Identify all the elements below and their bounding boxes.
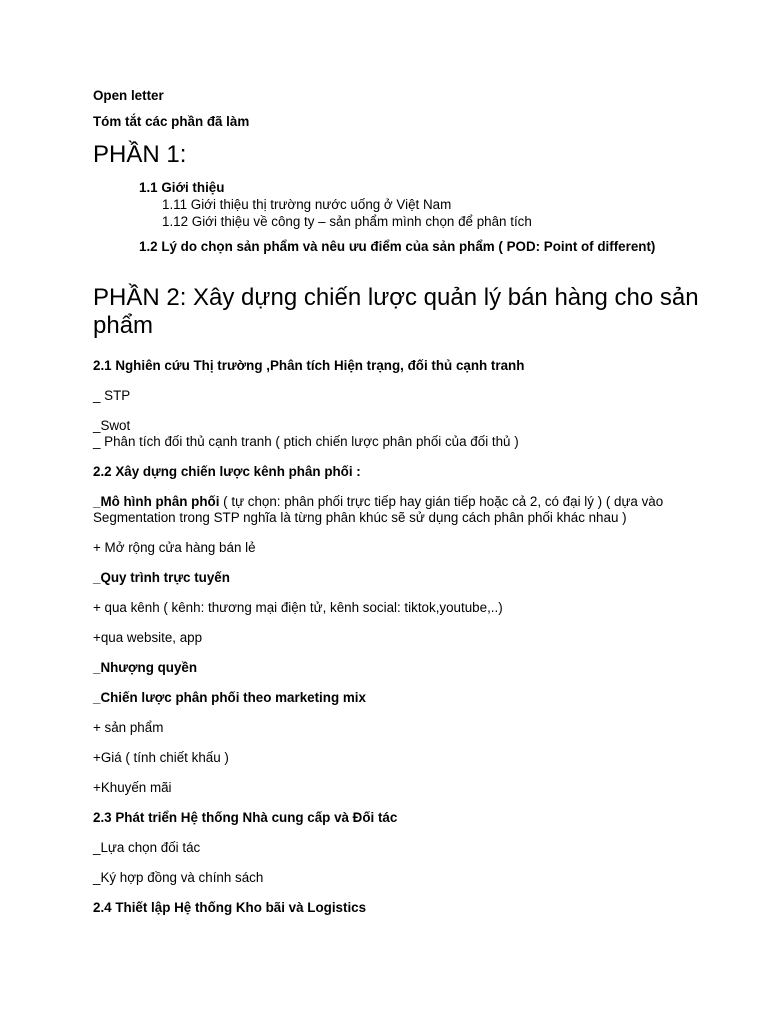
section-2-1: 2.1 Nghiên cứu Thị trường ,Phân tích Hiện trạng, đối thủ cạnh tranh [93, 358, 525, 373]
stp-item: _ STP [93, 388, 131, 403]
distribution-model-paragraph [93, 494, 713, 526]
swot-item: _Swot [93, 418, 131, 433]
section-1-11: 1.11 Giới thiệu thị trường nước uống ở Việt Nam [162, 197, 452, 212]
summary-label: Tóm tắt các phần đã làm [93, 114, 250, 129]
section-2-4: 2.4 Thiết lập Hệ thống Kho bãi và Logistics [93, 900, 367, 915]
via-web-item: +qua website, app [93, 630, 203, 645]
distribution-model-label: _Mô hình phân phối [93, 494, 220, 509]
section-2-3: 2.3 Phát triển Hệ thống Nhà cung cấp và Đối tác [93, 810, 398, 825]
price-item: +Giá ( tính chiết khấu ) [93, 750, 229, 765]
promotion-item: +Khuyến mãi [93, 780, 172, 795]
product-item: + sản phẩm [93, 720, 164, 735]
contract-item: _Ký hợp đồng và chính sách [93, 870, 264, 885]
distribution-model-text: ( tự chọn: phân phối trực tiếp hay gián tiếp hoặc cả 2, có đại lý ) ( dựa vào Segmentation trong STP nghĩa là từng phân khúc sẽ sử dụng cách phân phối khác nhau ) [93, 494, 664, 525]
section-2-2: 2.2 Xây dựng chiến lược kênh phân phối : [93, 464, 361, 479]
section-1-2: 1.2 Lý do chọn sản phẩm và nêu ưu điểm của sản phẩm ( POD: Point of different) [139, 239, 656, 254]
section-1-1: 1.1 Giới thiệu [139, 180, 225, 195]
section-1-12: 1.12 Giới thiệu về công ty – sản phẩm mình chọn để phân tích [162, 214, 532, 229]
open-letter-label: Open letter [93, 88, 164, 103]
part2-heading: PHẦN 2: Xây dựng chiến lược quản lý bán hàng cho sản phẩm [93, 284, 699, 339]
part1-heading: PHẦN 1: [93, 141, 187, 168]
via-channel-item: + qua kênh ( kênh: thương mại điện tử, kênh social: tiktok,youtube,..) [93, 600, 503, 615]
partner-item: _Lựa chọn đối tác [93, 840, 201, 855]
mix-strategy-item: _Chiến lược phân phối theo marketing mix [93, 690, 366, 705]
franchise-item: _Nhượng quyền [93, 660, 198, 675]
competitor-item: _ Phân tích đối thủ cạnh tranh ( ptich chiến lược phân phối của đối thủ ) [93, 434, 519, 449]
retail-item: + Mở rộng cửa hàng bán lẻ [93, 540, 256, 555]
online-process-item: _Quy trình trực tuyến [93, 570, 230, 585]
